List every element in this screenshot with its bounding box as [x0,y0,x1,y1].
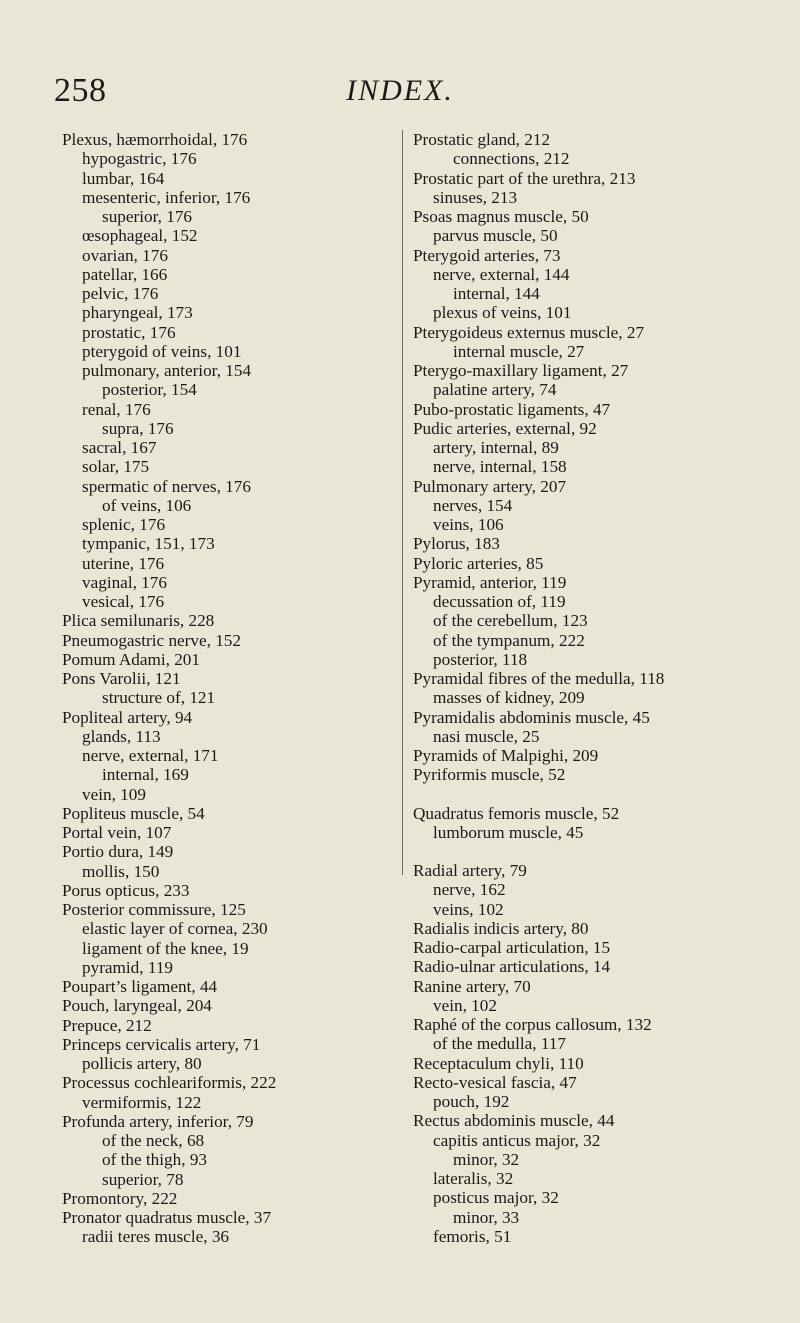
index-entry: vaginal, 176 [82,572,167,592]
index-entry: Processus cochleariformis, 222 [62,1073,277,1093]
index-entry: Portio dura, 149 [62,842,174,862]
index-entry: Pubo-prostatic ligaments, 47 [413,399,611,419]
index-entry: Pyramids of Malpighi, 209 [413,746,599,765]
index-entry: ligament of the knee, 19 [82,938,249,958]
index-entry: of the cerebellum, 123 [433,611,588,631]
index-entry: Pudic arteries, external, 92 [413,418,597,438]
index-entry: Pyramidal fibres of the medulla, 118 [413,669,665,688]
index-entry: parvus muscle, 50 [433,226,558,246]
index-entry: posticus major, 32 [433,1188,559,1208]
index-entry: artery, internal, 89 [433,438,559,457]
index-entry: Pyriformis muscle, 52 [413,765,566,785]
index-entry: nerves, 154 [433,495,513,515]
index-entry: Ranine artery, 70 [413,976,531,996]
index-entry: Pterygo-maxillary ligament, 27 [413,361,629,380]
index-entry: elastic layer of cornea, 230 [82,919,268,939]
index-entry: Pronator quadratus muscle, 37 [62,1208,272,1227]
page-header [0,72,800,112]
column-divider [402,130,403,875]
index-entry: sacral, 167 [82,438,157,457]
section-gap [413,842,753,861]
index-entry: mollis, 150 [82,861,160,881]
index-column-right [413,130,753,1246]
index-entry: Raphé of the corpus callosum, 132 [413,1015,652,1034]
index-entry: superior, 78 [102,1169,184,1189]
index-entry: prostatic, 176 [82,322,176,342]
index-entry: pterygoid of veins, 101 [82,341,242,361]
index-entry: veins, 106 [433,515,504,534]
index-entry: internal muscle, 27 [453,341,585,361]
index-entry: masses of kidney, 209 [433,688,585,708]
index-entry: ovarian, 176 [82,245,168,265]
index-entry: internal, 144 [453,284,540,303]
index-entry: œsophageal, 152 [82,226,198,246]
index-entry: Porus opticus, 233 [62,880,190,900]
index-entry: pelvic, 176 [82,284,159,303]
index-entry: nerve, external, 171 [82,746,219,765]
index-entry: lumborum muscle, 45 [433,822,584,842]
index-entry: Popliteus muscle, 54 [62,803,205,823]
index-entry: mesenteric, inferior, 176 [82,187,251,207]
index-entry: posterior, 118 [433,649,528,669]
index-entry: solar, 175 [82,457,150,477]
index-entry: of the neck, 68 [102,1131,205,1150]
index-entry: renal, 176 [82,399,151,419]
index-entry: Pneumogastric nerve, 152 [62,630,241,650]
index-entry: of the tympanum, 222 [433,630,585,650]
index-entry: decussation of, 119 [433,592,566,611]
index-entry: of the medulla, 117 [433,1034,567,1054]
page-number: 258 [54,72,107,109]
index-entry: superior, 176 [102,207,193,226]
index-entry: Pyramid, anterior, 119 [413,572,567,592]
index-entry: minor, 32 [453,1149,520,1169]
index-entry: Pylorus, 183 [413,534,500,554]
index-entry: Recto-vesical fascia, 47 [413,1072,577,1092]
index-entry: Prostatic part of the urethra, 213 [413,168,636,188]
index-entry: tympanic, 151, 173 [82,534,215,554]
index-entry: Quadratus femoris muscle, 52 [413,803,620,823]
index-entry: vein, 102 [433,995,497,1015]
index-entry: supra, 176 [102,418,174,438]
index-entry: lumbar, 164 [82,168,165,188]
index-entry: vermiformis, 122 [82,1092,202,1112]
index-entry: radii teres muscle, 36 [82,1227,230,1247]
index-entry: Psoas magnus muscle, 50 [413,207,589,226]
index-entry: Pyloric arteries, 85 [413,553,544,573]
index-entry: Prepuce, 212 [62,1015,152,1035]
index-entry: patellar, 166 [82,264,168,284]
index-entry: nasi muscle, 25 [433,726,540,746]
index-entry: Pons Varolii, 121 [62,669,181,688]
index-entry: Pouch, laryngeal, 204 [62,996,212,1016]
index-entry: Radio-ulnar articulations, 14 [413,957,611,977]
index-entry: hypogastric, 176 [82,149,197,169]
index-entry: pyramid, 119 [82,957,174,977]
index-entry: Pterygoid arteries, 73 [413,245,561,265]
index-entry: nerve, external, 144 [433,264,570,284]
index-entry: Pterygoideus externus muscle, 27 [413,322,645,342]
index-entry: splenic, 176 [82,515,166,534]
index-entry: Portal vein, 107 [62,823,172,842]
index-column-left [62,130,397,1247]
index-entry: palatine artery, 74 [433,380,557,400]
index-entry: Profunda artery, inferior, 79 [62,1111,254,1131]
index-entry: nerve, internal, 158 [433,457,567,477]
index-entry: capitis anticus major, 32 [433,1130,601,1150]
index-entry: pollicis artery, 80 [82,1054,202,1073]
index-entry: Pyramidalis abdominis muscle, 45 [413,707,650,727]
index-entry: Princeps cervicalis artery, 71 [62,1034,261,1054]
index-entry: structure of, 121 [102,688,216,708]
index-entry: of the thigh, 93 [102,1150,208,1170]
index-entry: lateralis, 32 [433,1169,514,1188]
index-entry: connections, 212 [453,149,570,169]
index-entry: Pulmonary artery, 207 [413,476,567,496]
index-entry: femoris, 51 [433,1226,512,1246]
running-title: INDEX. [346,74,454,107]
index-entry: Receptaculum chyli, 110 [413,1053,584,1073]
index-entry: Posterior commissure, 125 [62,900,246,919]
index-entry: Plexus, hæmorrhoidal, 176 [62,130,248,149]
index-entry: pulmonary, anterior, 154 [82,361,252,380]
index-entry: Prostatic gland, 212 [413,130,551,149]
index-entry: Promontory, 222 [62,1188,178,1208]
index-entry: plexus of veins, 101 [433,303,572,323]
section-gap [413,785,753,804]
index-entry: posterior, 154 [102,380,197,400]
index-entry: Radial artery, 79 [413,861,527,880]
index-entry: Pomum Adami, 201 [62,649,200,669]
index-entry: of veins, 106 [102,495,192,515]
index-entry: pouch, 192 [433,1092,510,1111]
index-entry: minor, 33 [453,1207,520,1227]
index-entry: nerve, 162 [433,880,506,900]
index-entry: uterine, 176 [82,553,165,573]
index-entry: glands, 113 [82,726,161,746]
index-entry: Rectus abdominis muscle, 44 [413,1111,615,1131]
index-entry: internal, 169 [102,765,189,785]
index-entry: vesical, 176 [82,592,165,611]
index-entry: spermatic of nerves, 176 [82,476,251,496]
index-entry: Radio-carpal articulation, 15 [413,938,611,957]
index-entry: sinuses, 213 [433,187,518,207]
index-entry: vein, 109 [82,784,146,804]
index-entry: Radialis indicis artery, 80 [413,918,589,938]
index-entry: Plica semilunaris, 228 [62,611,215,631]
index-entry: veins, 102 [433,899,504,919]
index-entry: Poupart’s ligament, 44 [62,977,218,996]
index-entry: Popliteal artery, 94 [62,707,193,727]
index-entry: pharyngeal, 173 [82,303,193,323]
